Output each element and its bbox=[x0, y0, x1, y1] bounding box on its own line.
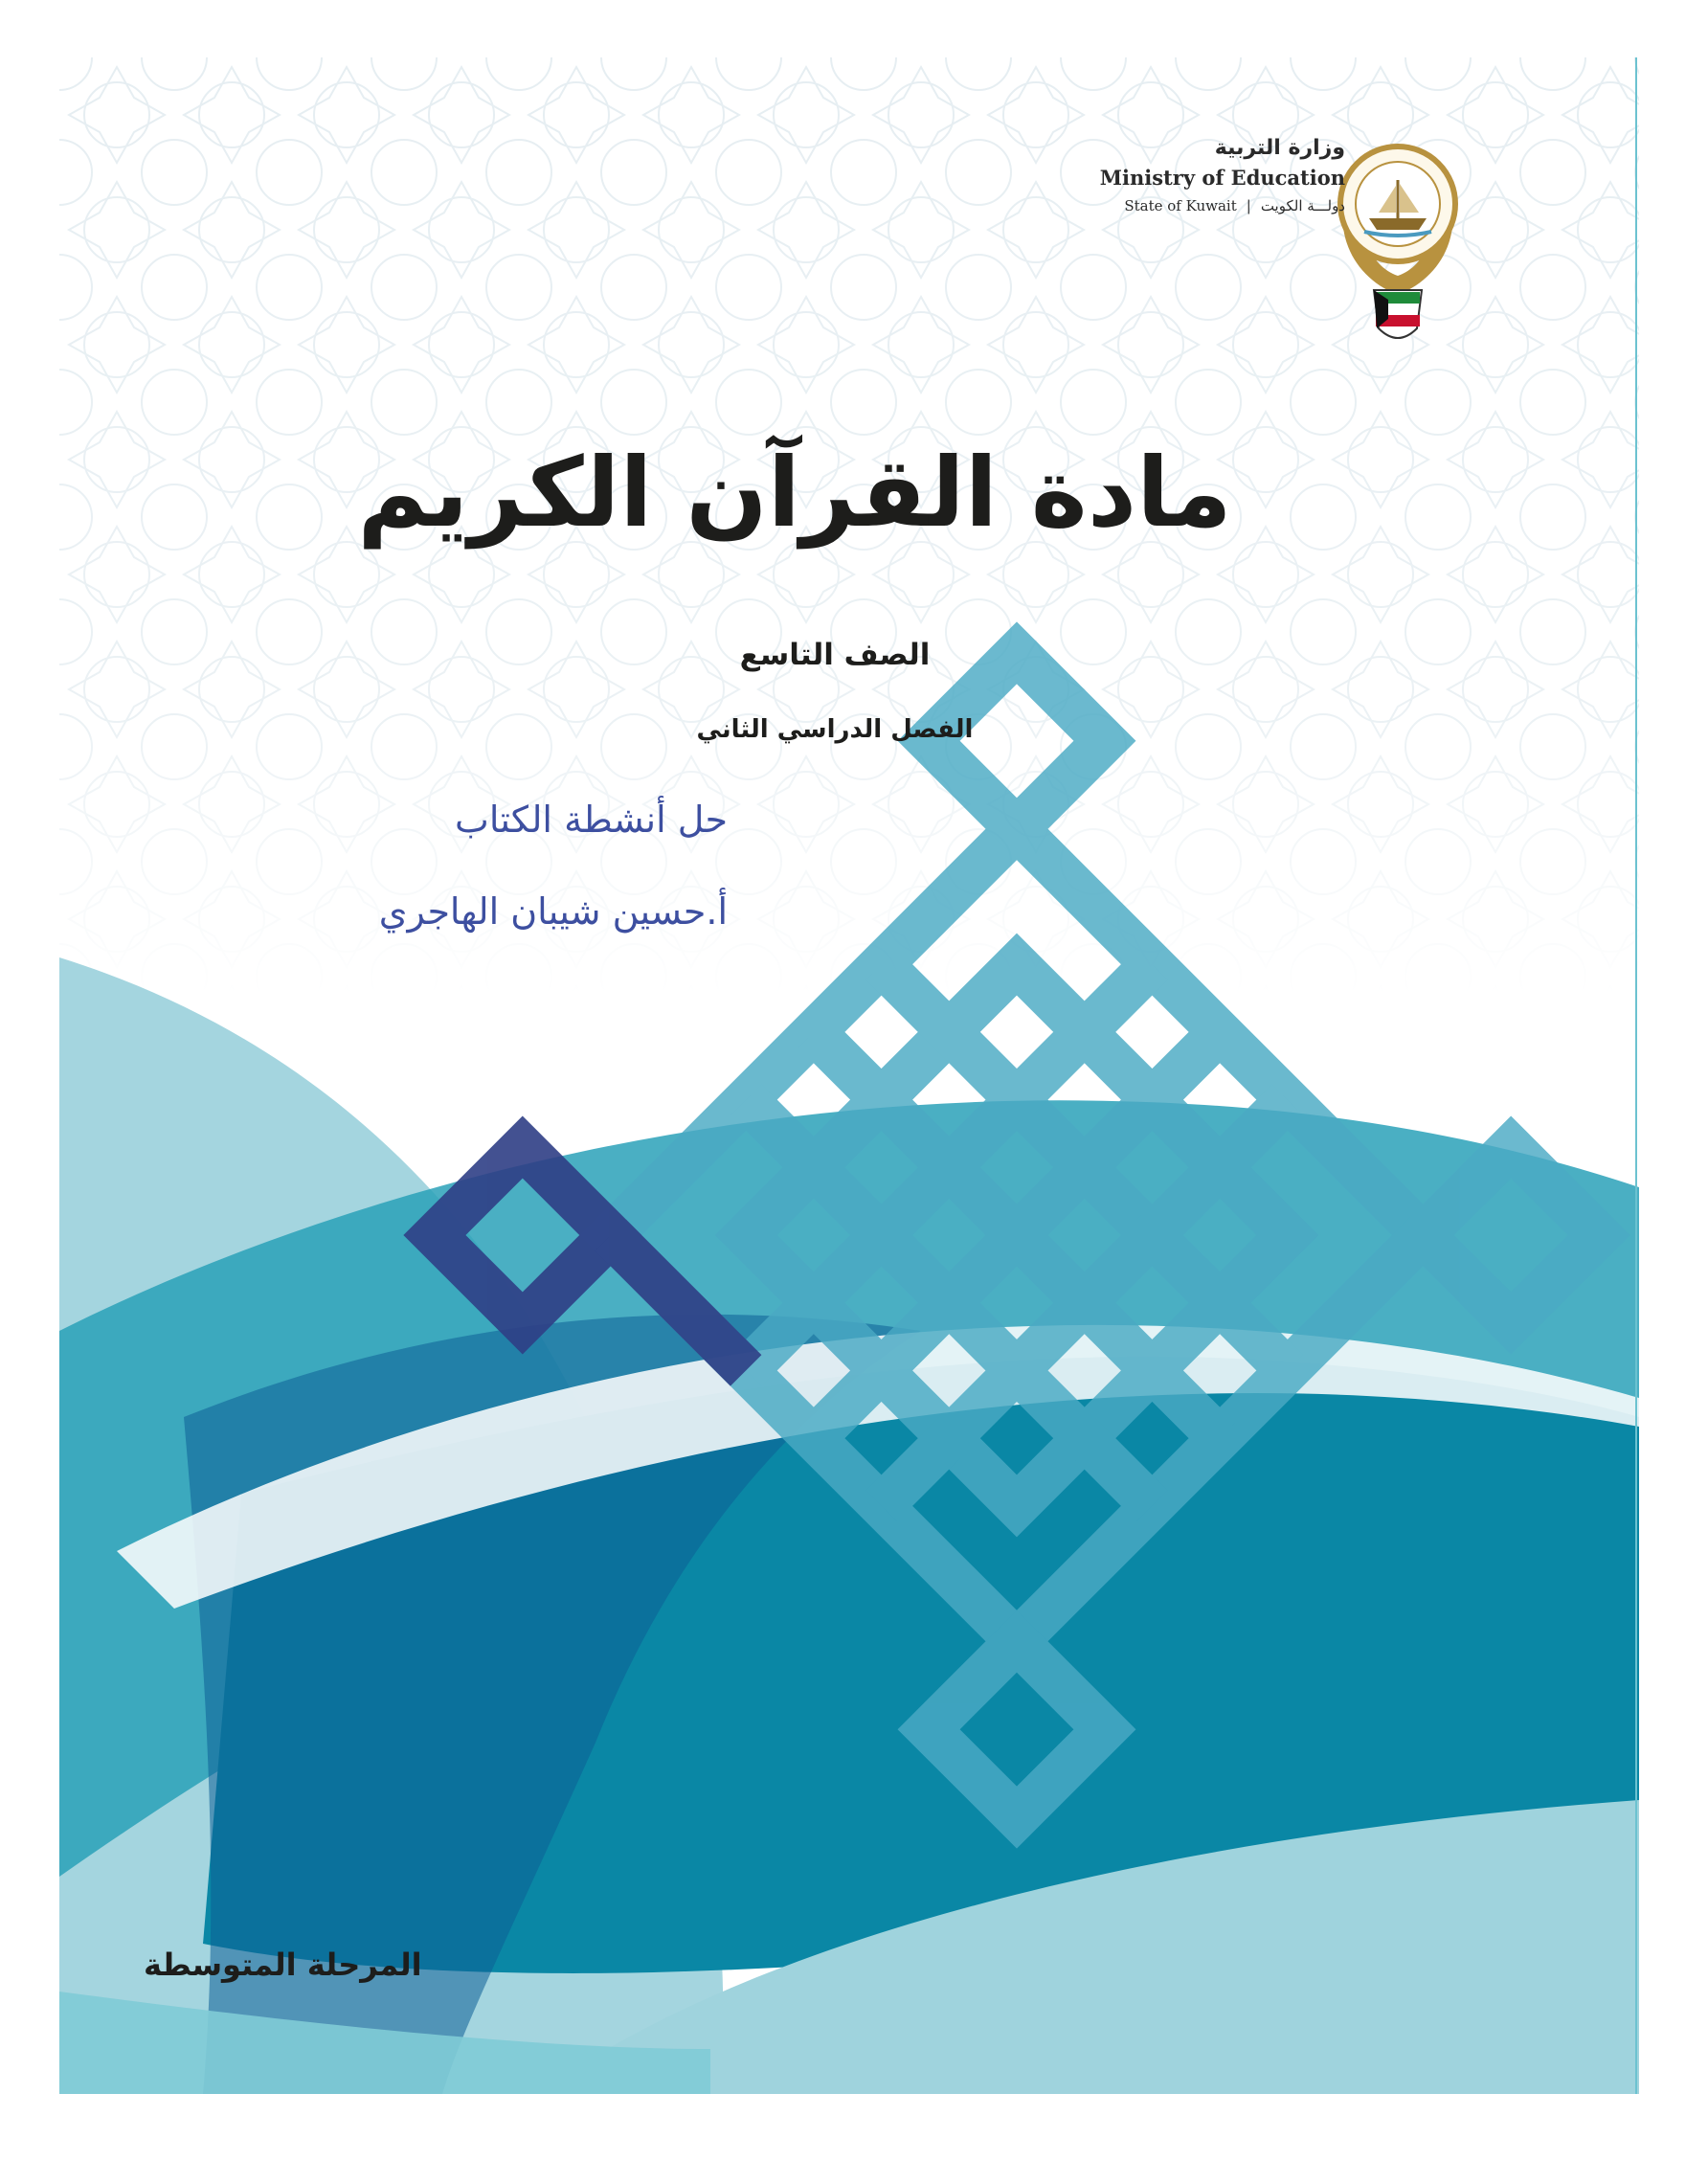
school-stage-label: المرحلة المتوسطة bbox=[144, 1947, 422, 1983]
right-edge-rule bbox=[1635, 57, 1637, 2094]
state-name-ar: دولـــة الكويت bbox=[1260, 197, 1345, 214]
cover-page bbox=[59, 57, 1639, 2094]
ministry-name-en: Ministry of Education bbox=[1099, 166, 1345, 190]
activities-solution-label: حل أنشطة الكتاب bbox=[455, 799, 728, 841]
ministry-block bbox=[977, 134, 1345, 218]
semester-label: الفصل الدراسي الثاني bbox=[696, 715, 974, 744]
cover-artwork bbox=[59, 57, 1639, 2094]
state-line bbox=[977, 193, 1345, 218]
book-title: مادة القرآن الكريم bbox=[357, 437, 1232, 549]
state-name-en: State of Kuwait bbox=[1124, 197, 1237, 214]
grade-label: الصف التاسع bbox=[739, 638, 931, 672]
state-separator: | bbox=[1246, 197, 1251, 214]
ministry-name-ar: وزارة التربية bbox=[1214, 136, 1345, 160]
author-name: أ.حسين شيبان الهاجري bbox=[378, 890, 728, 933]
